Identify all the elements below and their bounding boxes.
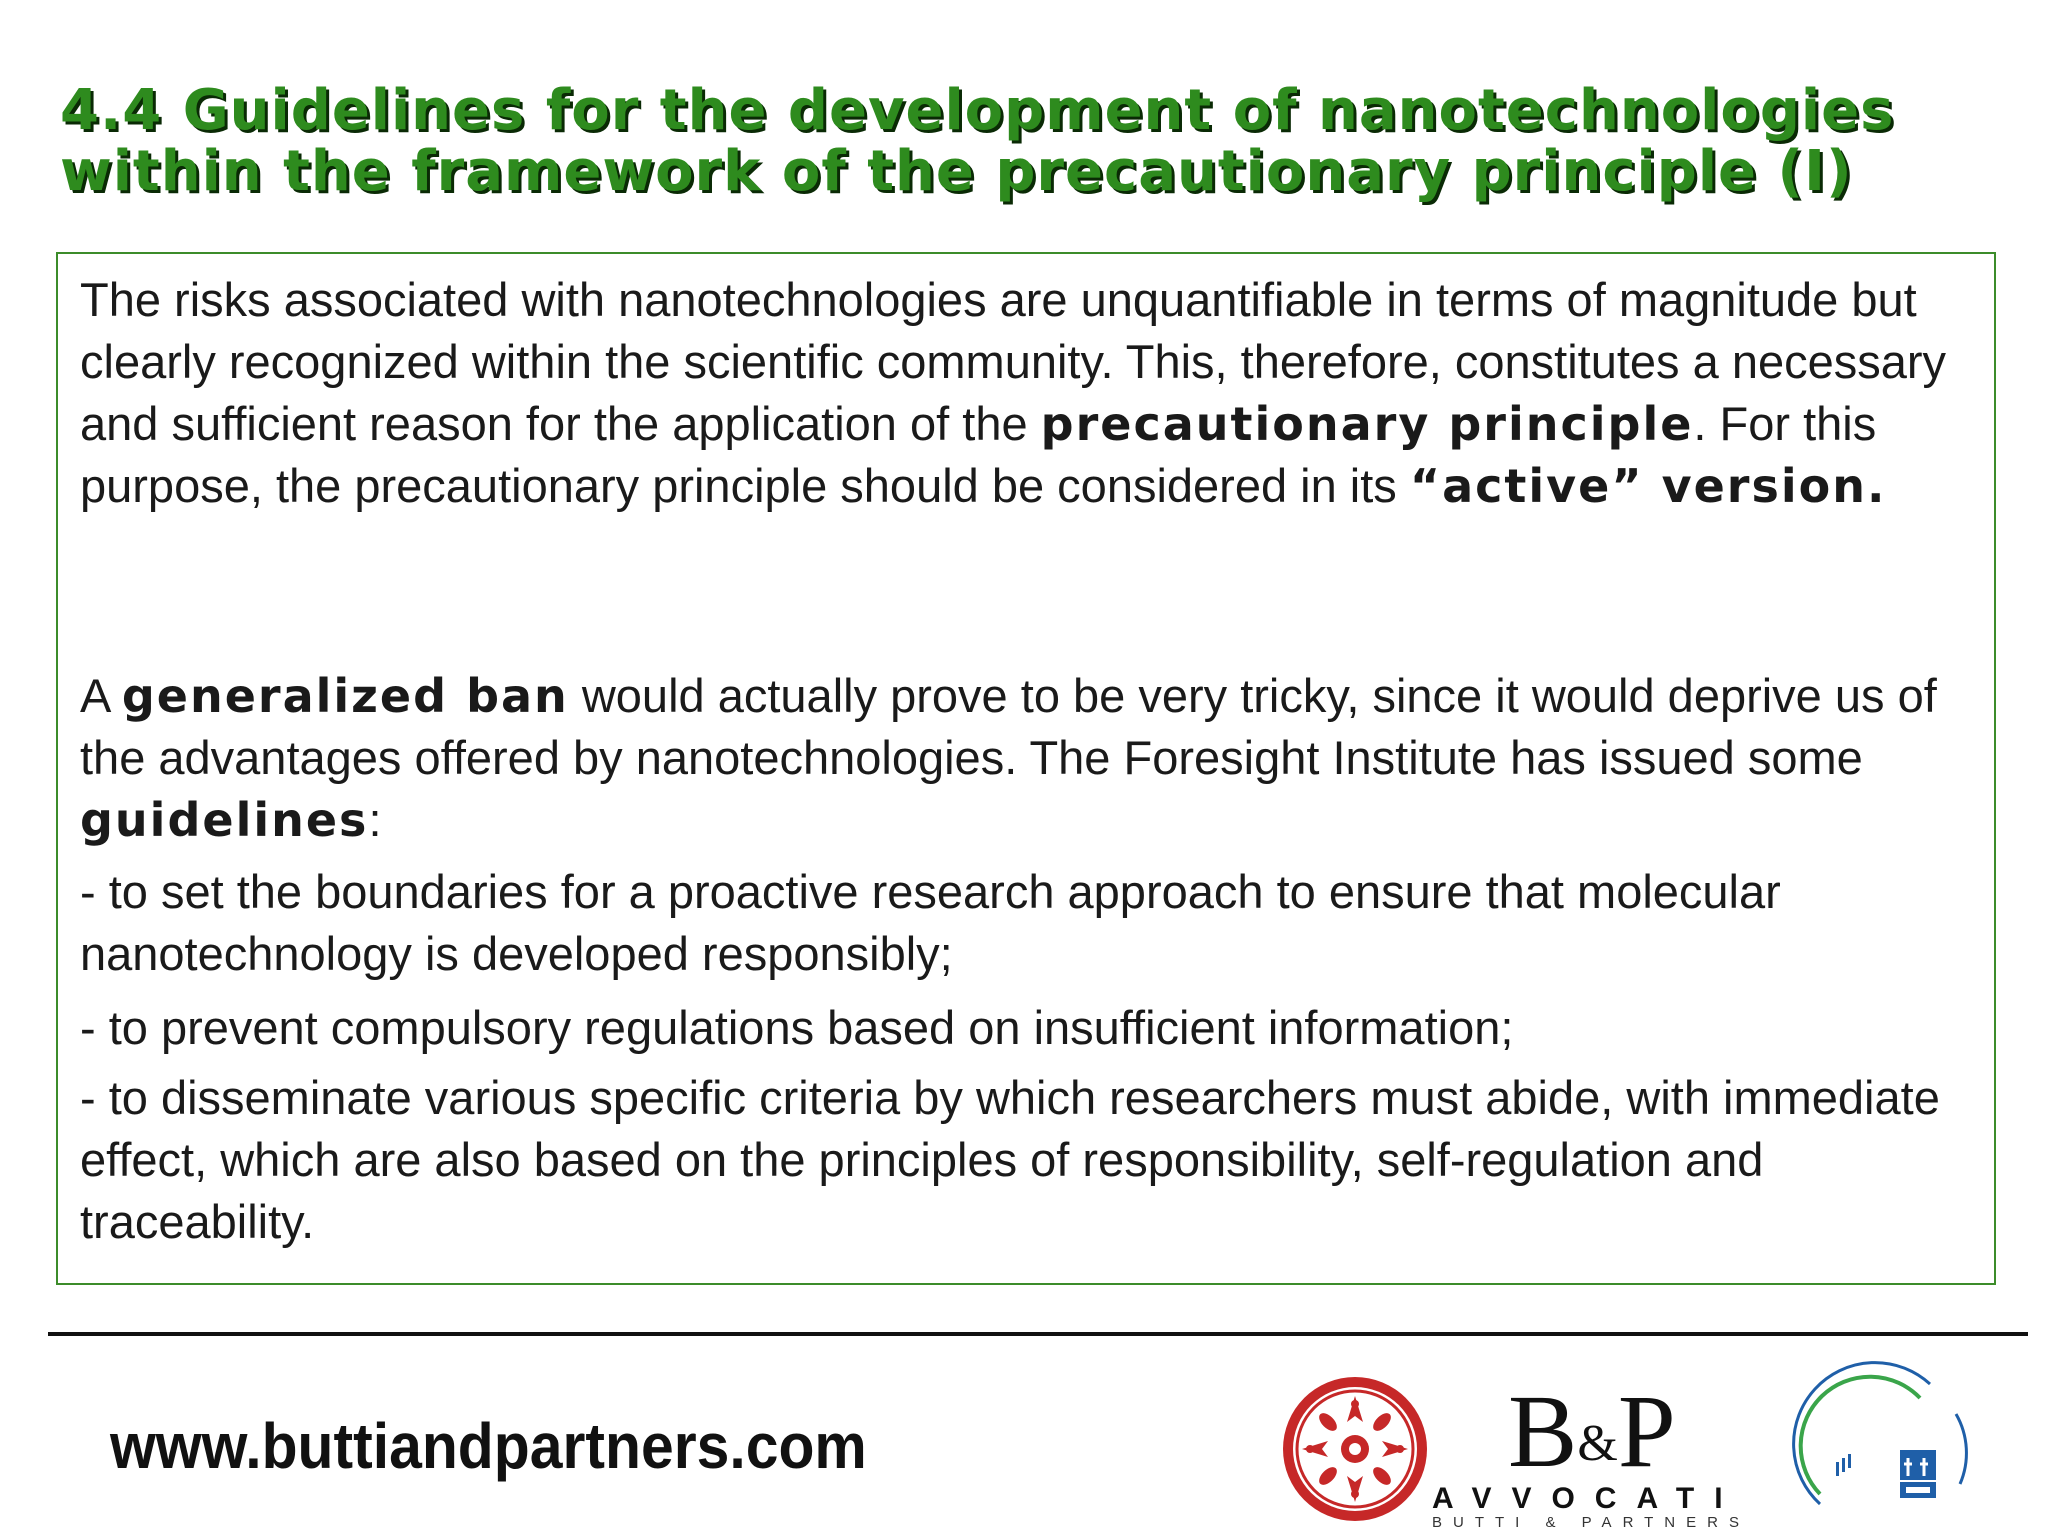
paragraph-risks-text-1: The risks associated with nanotechnologies are unquantifiable in terms of magnitude but clearly recognized within the scientific community. This, therefore, constitutes a necessary and sufficient reason for the application of the <box>80 273 1947 450</box>
bp-letter-p: P <box>1617 1374 1676 1489</box>
footer-website-url[interactable]: www.buttiandpartners.com <box>110 1410 867 1482</box>
paragraph-ban-text-2: would actually prove to be very tricky, since it would deprive us of the advantages offered by nanotechnologies. The Foresight Institute has issued some <box>80 669 1937 784</box>
bp-letter-b: B <box>1508 1374 1578 1489</box>
bp-subtitle-text: BUTTI & PARTNERS <box>1432 1514 1750 1531</box>
bp-ampersand: & <box>1577 1415 1618 1472</box>
guideline-item-boundaries: - to set the boundaries for a proactive research approach to ensure that molecular nanotechnology is developed responsibly; <box>80 865 1781 980</box>
iso-certification-logo-icon <box>1780 1354 1980 1534</box>
guideline-item-regulations: - to prevent compulsory regulations based on insufficient information; <box>80 1001 1514 1054</box>
paragraph-ban <box>80 665 1976 851</box>
slide-title <box>60 80 2000 202</box>
bp-monogram <box>1508 1374 1676 1496</box>
content-box <box>56 252 1996 1285</box>
emphasis-generalized-ban: generalized ban <box>121 669 569 723</box>
paragraph-ban-text-3: : <box>368 793 382 846</box>
bp-avvocati-logo <box>1432 1374 1750 1531</box>
emphasis-precautionary-principle: precautionary principle <box>1040 397 1694 451</box>
emphasis-active-version: “active” version. <box>1409 459 1887 513</box>
emblem-logo-icon <box>1280 1374 1430 1524</box>
emphasis-guidelines: guidelines <box>80 793 369 847</box>
footer-divider <box>48 1332 2028 1336</box>
slide-title-line-1: 4.4 Guidelines for the development of nanotechnologies <box>60 78 1895 143</box>
paragraph-risks <box>80 269 1976 517</box>
paragraph-risks-text-2: . For this purpose, the precautionary principle should be considered in its <box>80 397 1877 512</box>
paragraph-ban-text-1: A <box>80 669 122 722</box>
dnv-badge-icon <box>1900 1450 1936 1498</box>
bp-avvocati-text: AVVOCATI <box>1432 1482 1743 1515</box>
slide-title-line-2: within the framework of the precautionary principle (I) <box>60 139 1853 204</box>
guideline-item-criteria: - to disseminate various specific criteria by which researchers must abide, with immediate effect, which are also based on the principles of responsibility, self-regulation and traceability. <box>80 1071 1940 1248</box>
